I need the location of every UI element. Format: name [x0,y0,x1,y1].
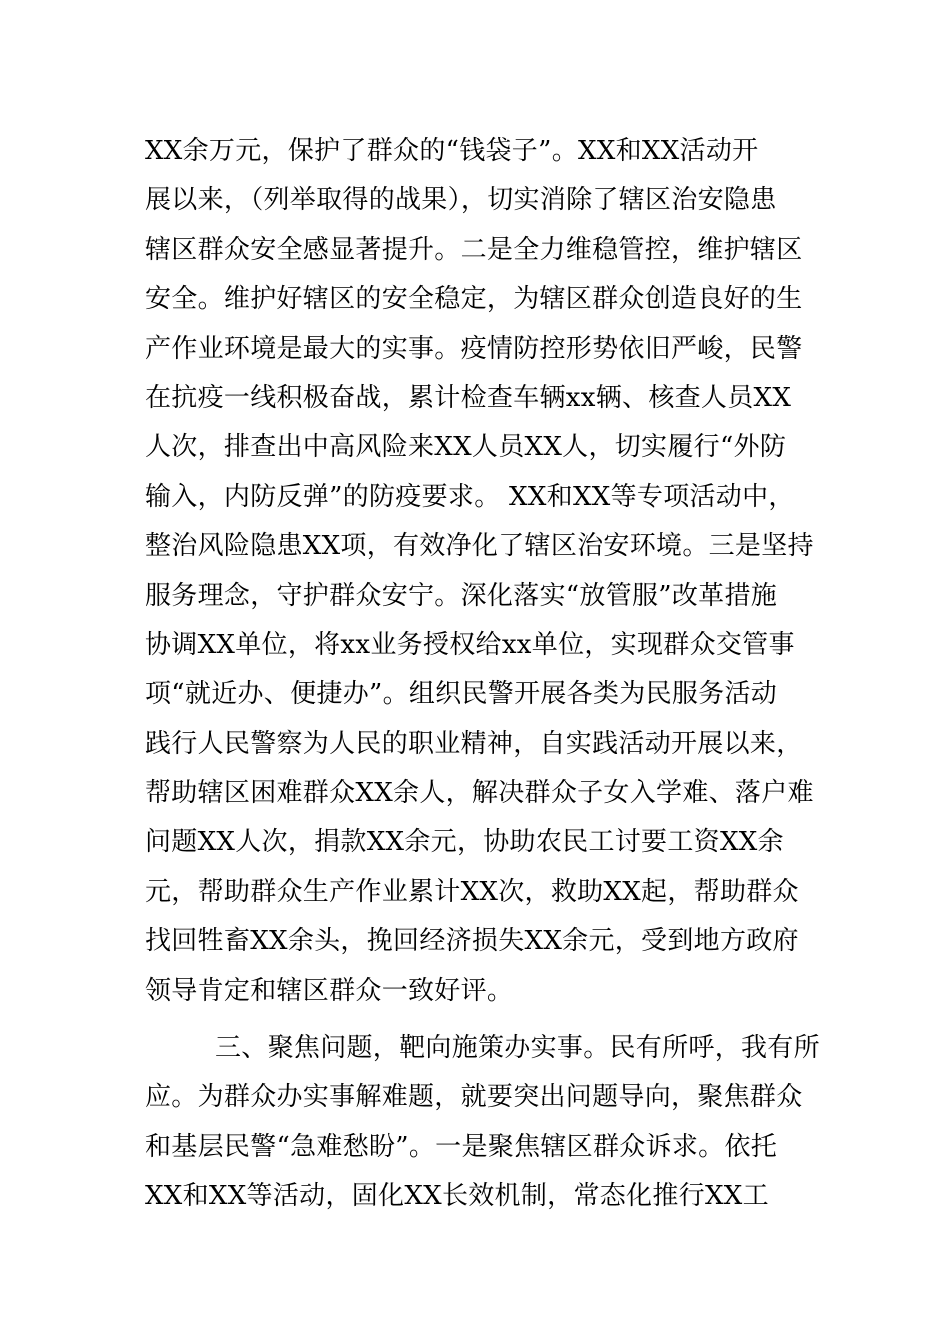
text-line: 辖区群众安全感显著提升。二是全力维稳管控，维护辖区 [145,234,803,265]
text-line: 帮助辖区困难群众XX余人，解决群众子女入学难、落户难 [145,778,814,809]
text-line: 整治风险隐患XX项，有效净化了辖区治安环境。三是坚持 [145,531,814,562]
text-line: 三、聚焦问题，靶向施策办实事。民有所呼，我有所 [215,1033,820,1064]
paragraph-2 [145,1024,820,1222]
text-line: 找回牲畜XX余头，挽回经济损失XX余元，受到地方政府 [145,926,799,957]
text-line: 在抗疫一线积极奋战，累计检查车辆xx辆、核查人员XX [145,382,792,413]
text-line: 协调XX单位，将xx业务授权给xx单位，实现群众交管事 [145,629,795,660]
text-line: 产作业环境是最大的实事。疫情防控形势依旧严峻，民警 [145,333,803,364]
text-line: 项“就近办、便捷办”。组织民警开展各类为民服务活动 [145,679,778,710]
text-line: 应。为群众办实事解难题，就要突出问题导向，聚焦群众 [145,1082,803,1113]
text-line: 问题XX人次，捐款XX余元，协助农民工讨要工资XX余 [145,827,784,858]
text-line: XX余万元，保护了群众的“钱袋子”。XX和XX活动开 [145,136,759,166]
text-line: 安全。维护好辖区的安全稳定，为辖区群众创造良好的生 [145,284,803,315]
body-text [145,127,820,1222]
text-line: 展以来，（列举取得的战果），切实消除了辖区治安隐患 [145,185,777,216]
text-line: 践行人民警察为人民的职业精神，自实践活动开展以来， [145,728,803,759]
text-line: 输入，内防反弹”的防疫要求。 XX和XX等专项活动中， [145,481,795,512]
paragraph-1 [145,127,815,1016]
text-line: XX和XX等活动，固化XX长效机制，常态化推行XX工 [145,1181,769,1212]
text-line: 领导肯定和辖区群众一致好评。 [145,975,514,1006]
text-line: 元，帮助群众生产作业累计XX次，救助XX起，帮助群众 [145,876,799,907]
text-line: 和基层民警“急难愁盼”。一是聚焦辖区群众诉求。依托 [145,1131,778,1162]
paragraph-spacing [145,1016,815,1024]
text-line: 服务理念，守护群众安宁。深化落实“放管服”改革措施 [145,580,778,611]
text-line: 人次，排查出中高风险来XX人员XX人，切实履行“外防 [145,432,787,463]
